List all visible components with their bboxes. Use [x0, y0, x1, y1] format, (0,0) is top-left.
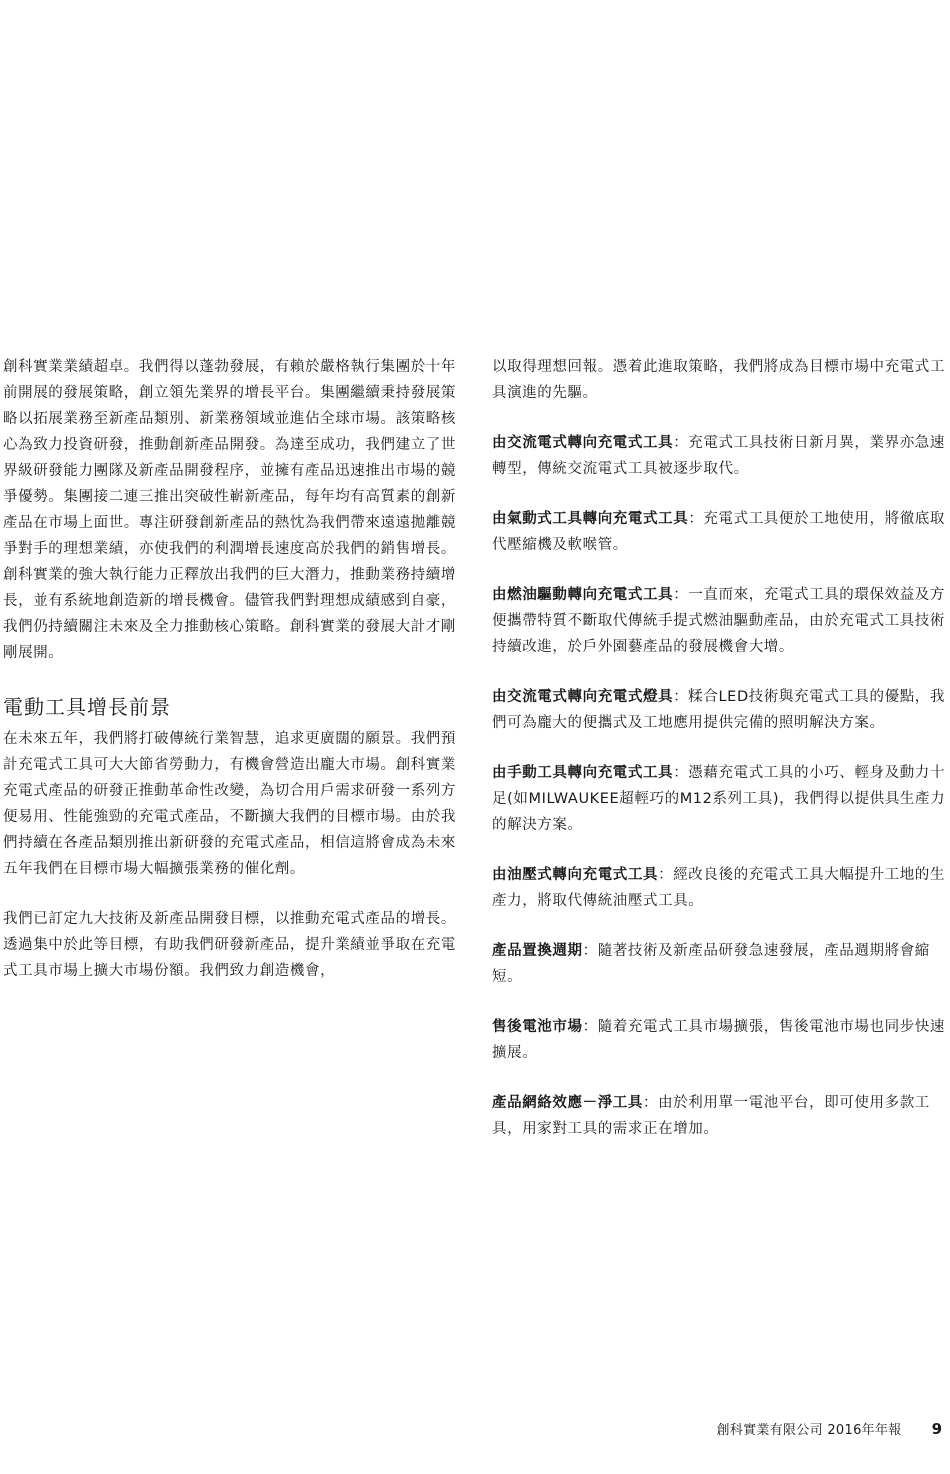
target-item — [492, 862, 948, 914]
page-footer — [717, 1418, 942, 1442]
target-item-title: 產品網絡效應－淨工具 — [492, 1095, 643, 1111]
growth-outlook-paragraph: 在未來五年，我們將打破傳統行業智慧，追求更廣闊的願景。我們預計充電式工具可大大節省勞動力，有機會營造出龐大市場。創科實業充電式產品的研發正推動革命性改變，為切合用戶需求研發一系列方便易用、性能強勁的充電式產品，不斷擴大我們的目標市場。由於我們持續在各產品類別推出新研發的充電式產品，相信這將會成為未來五年我們在目標市場大幅擴張業務的催化劑。 — [3, 731, 456, 877]
target-item — [492, 684, 948, 736]
target-item — [492, 1090, 948, 1142]
target-item — [492, 760, 948, 838]
target-item-text: ：經改良後的充電式工具大幅提升工地的生產力，將取代傳統油壓式工具。 — [492, 867, 946, 909]
target-item — [492, 506, 948, 558]
target-item-title: 由燃油驅動轉向充電式工具 — [492, 587, 674, 603]
target-item-title: 售後電池市場 — [492, 1019, 583, 1035]
right-column — [492, 354, 948, 1166]
target-item — [492, 938, 948, 990]
target-item-text: ：充電式工具技術日新月異，業界亦急速轉型，傳統交流電式工具被逐步取代。 — [492, 435, 946, 477]
continuation-paragraph: 以取得理想回報。憑着此進取策略，我們將成為目標市場中充電式工具演進的先驅。 — [492, 359, 945, 401]
target-item-text: ：充電式工具便於工地使用，將徹底取代壓縮機及軟喉管。 — [492, 511, 946, 553]
targets-paragraph: 我們已訂定九大技術及新產品開發目標，以推動充電式產品的增長。透過集中於此等目標，有助我們研發新產品，提升業績並爭取在充電式工具市場上擴大市場份額。我們致力創造機會， — [3, 911, 456, 979]
target-item-title: 由交流電式轉向充電式工具 — [492, 435, 674, 451]
footer-report-title: 創科實業有限公司 2016年年報 — [716, 1423, 902, 1438]
target-item-text: ：隨著技術及新產品研發急速發展，產品週期將會縮短。 — [492, 943, 930, 985]
left-column — [3, 354, 459, 984]
target-item-title: 由氣動式工具轉向充電式工具 — [492, 511, 689, 527]
target-item-title: 產品置換週期 — [492, 943, 583, 959]
target-item-title: 由交流電式轉向充電式燈具 — [492, 689, 674, 705]
target-item-text: ：憑藉充電式工具的小巧、輕身及動力十足(如MILWAUKEE超輕巧的M12系列工具)，我們得以提供具生產力的解決方案。 — [492, 765, 946, 833]
page-number: 9 — [931, 1420, 942, 1438]
target-item-text: ：由於利用單一電池平台，即可使用多款工具，用家對工具的需求正在增加。 — [492, 1095, 930, 1137]
section-heading: 電動工具增長前景 — [3, 695, 171, 719]
target-item-title: 由手動工具轉向充電式工具 — [492, 765, 674, 781]
target-item — [492, 582, 948, 660]
target-item-title: 由油壓式轉向充電式工具 — [492, 867, 659, 883]
target-item — [492, 430, 948, 482]
intro-paragraph: 創科實業業績超卓。我們得以蓬勃發展，有賴於嚴格執行集團於十年前開展的發展策略，創立領先業界的增長平台。集團繼續秉持發展策略以拓展業務至新產品類別、新業務領域並進佔全球市場。該策略核心為致力投資研發，推動創新產品開發。為達至成功，我們建立了世界級研發能力團隊及新產品開發程序，並擁有產品迅速推出市場的競爭優勢。集團接二連三推出突破性嶄新產品，每年均有高質素的創新產品在市場上面世。專注研發創新產品的熱忱為我們帶來遠遠拋離競爭對手的理想業績，亦使我們的利潤增長速度高於我們的銷售增長。創科實業的強大執行能力正釋放出我們的巨大潛力，推動業務持續增長，並有系統地創造新的增長機會。儘管我們對理想成績感到自豪，我們仍持續關注未來及全力推動核心策略。創科實業的發展大計才剛剛展開。 — [3, 359, 456, 661]
target-item-text: ：隨着充電式工具市場擴張，售後電池市場也同步快速擴展。 — [492, 1019, 946, 1061]
target-item — [492, 1014, 948, 1066]
target-item-text: ：一直而來，充電式工具的環保效益及方便攜帶特質不斷取代傳統手提式燃油驅動產品，由於充電式工具技術持續改進，於戶外園藝產品的發展機會大增。 — [492, 587, 946, 655]
target-item-text: ：糅合LED技術與充電式工具的優點，我們可為龐大的便攜式及工地應用提供完備的照明解決方案。 — [492, 689, 946, 731]
